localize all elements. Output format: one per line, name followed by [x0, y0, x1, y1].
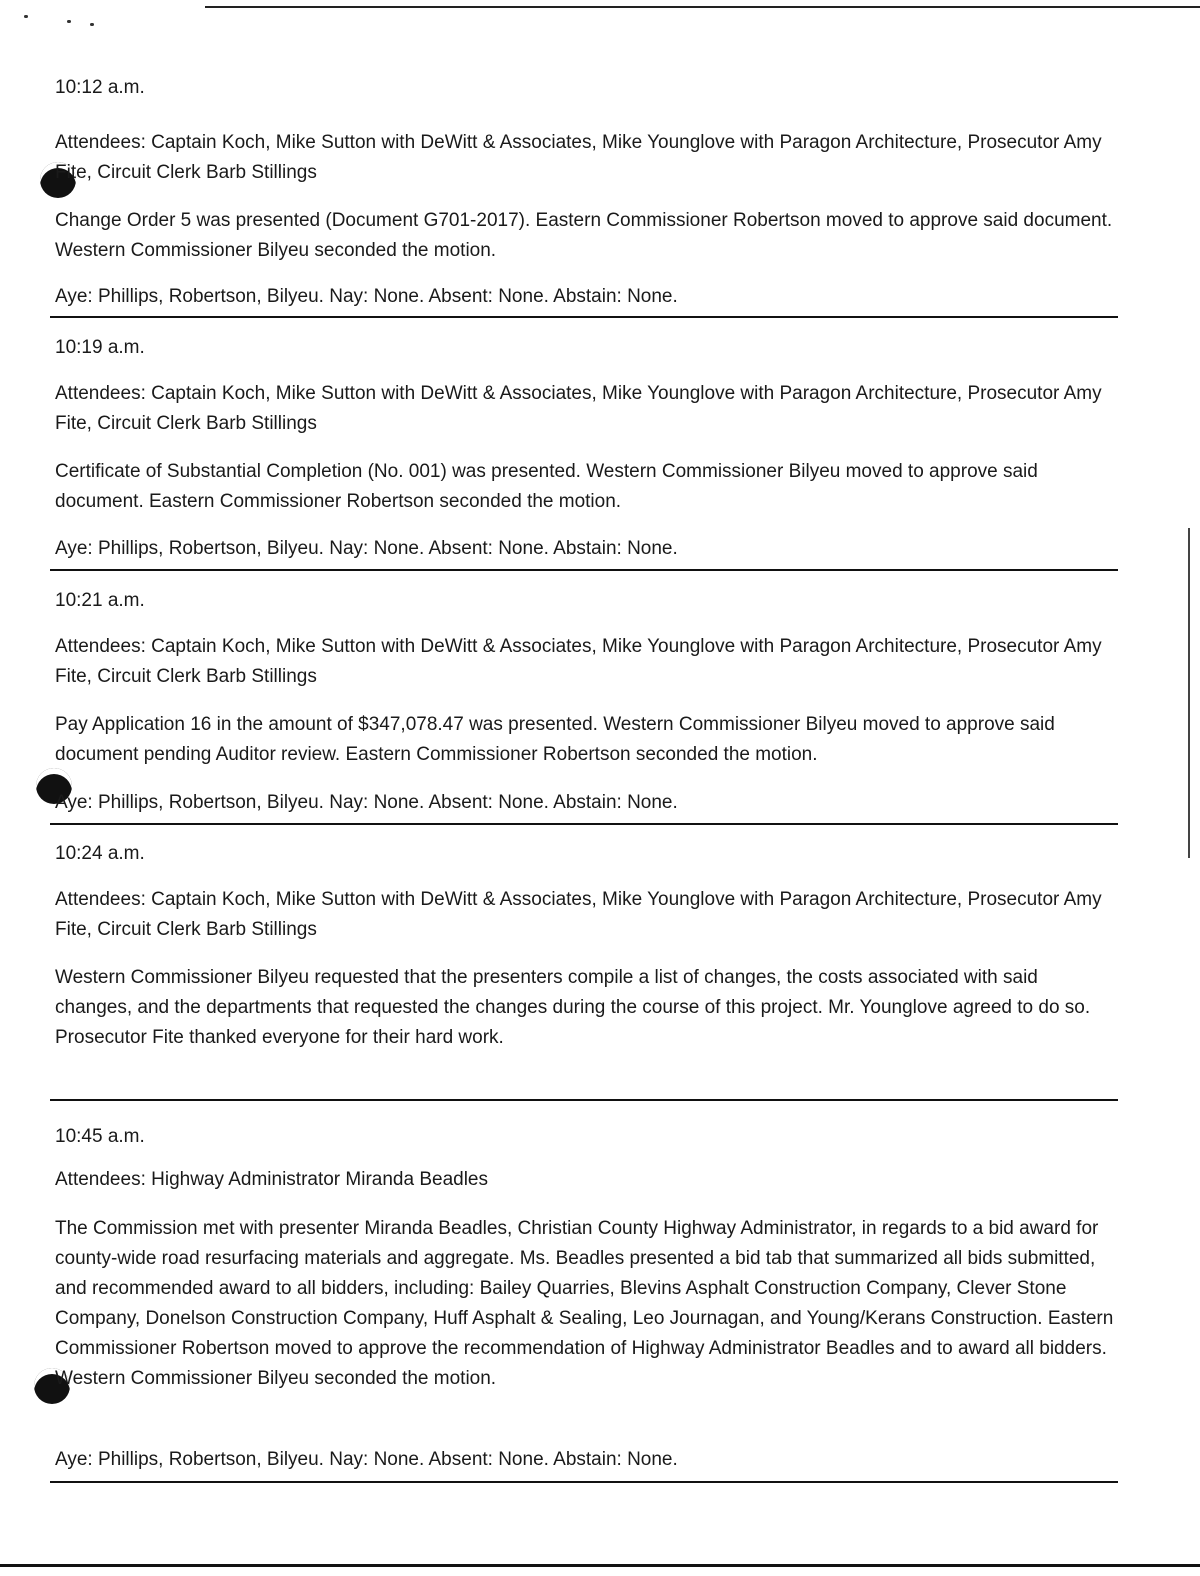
entry-attendees: Attendees: Captain Koch, Mike Sutton with DeWitt & Associates, Mike Younglove with Paragon Architecture, Prosecutor Amy Fite, Circuit Clerk Barb Stillings [55, 636, 1102, 687]
entry-attendees: Attendees: Highway Administrator Miranda Beadles [55, 1169, 489, 1190]
entry-attendees: Attendees: Captain Koch, Mike Sutton with DeWitt & Associates, Mike Younglove with Paragon Architecture, Prosecutor Amy Fite, Circuit Clerk Barb Stillings [55, 889, 1102, 940]
entry-body: The Commission met with presenter Miranda Beadles, Christian County Highway Administrator, in regards to a bid award for county-wide road resurfacing materials and aggregate. Ms. Beadles presented a bid tab that summarized all bids submitted, and recommended award to all bidders, including: Bailey Quarries, Blevins Asphalt Construction Company, Clever Stone Company, Donelson Construction Company, Huff Asphalt & Sealing, Leo Journagan, and Young/Kerans Construction. Eastern Commissioner Robertson moved to approve the recommendation of Highway Administrator Beadles and to award all bidders. Western Commissioner Bilyeu seconded the motion. [55, 1218, 1114, 1389]
entry-vote: Aye: Phillips, Robertson, Bilyeu. Nay: None. Absent: None. Abstain: None. [55, 792, 678, 813]
section-divider [50, 569, 1118, 571]
entry-body: Pay Application 16 in the amount of $347,078.47 was presented. Western Commissioner Bilyeu moved to approve said document pending Auditor review. Eastern Commissioner Robertson seconded the motion. [55, 714, 1055, 765]
scan-bottom-border [0, 1564, 1200, 1567]
scan-speck [24, 15, 28, 18]
section-divider [50, 823, 1118, 825]
entry-body: Certificate of Substantial Completion (No. 001) was presented. Western Commissioner Bilyeu moved to approve said document. Eastern Commissioner Robertson seconded the motion. [55, 461, 1038, 512]
entry-time: 10:19 a.m. [55, 337, 145, 358]
entry-body: Western Commissioner Bilyeu requested that the presenters compile a list of changes, the costs associated with said changes, and the departments that requested the changes during the course of this project. Mr. Younglove agreed to do so. Prosecutor Fite thanked everyone for their hard work. [55, 967, 1091, 1048]
entry-vote: Aye: Phillips, Robertson, Bilyeu. Nay: None. Absent: None. Abstain: None. [55, 1449, 678, 1470]
entry-time: 10:45 a.m. [55, 1126, 145, 1147]
section-divider [50, 1481, 1118, 1483]
scan-top-border [205, 6, 1200, 8]
entry-vote: Aye: Phillips, Robertson, Bilyeu. Nay: None. Absent: None. Abstain: None. [55, 538, 678, 559]
entry-time: 10:12 a.m. [55, 77, 145, 98]
scan-speck [90, 23, 94, 26]
scan-right-edge [1188, 528, 1190, 858]
section-divider [50, 316, 1118, 318]
section-divider [50, 1099, 1118, 1101]
entry-attendees: Attendees: Captain Koch, Mike Sutton with DeWitt & Associates, Mike Younglove with Paragon Architecture, Prosecutor Amy Fite, Circuit Clerk Barb Stillings [55, 132, 1102, 183]
entry-body: Change Order 5 was presented (Document G701-2017). Eastern Commissioner Robertson moved to approve said document. Western Commissioner Bilyeu seconded the motion. [55, 210, 1113, 261]
entry-time: 10:24 a.m. [55, 843, 145, 864]
entry-attendees: Attendees: Captain Koch, Mike Sutton with DeWitt & Associates, Mike Younglove with Paragon Architecture, Prosecutor Amy Fite, Circuit Clerk Barb Stillings [55, 383, 1102, 434]
entry-vote: Aye: Phillips, Robertson, Bilyeu. Nay: None. Absent: None. Abstain: None. [55, 286, 678, 307]
entry-time: 10:21 a.m. [55, 590, 145, 611]
scan-speck [67, 20, 71, 23]
